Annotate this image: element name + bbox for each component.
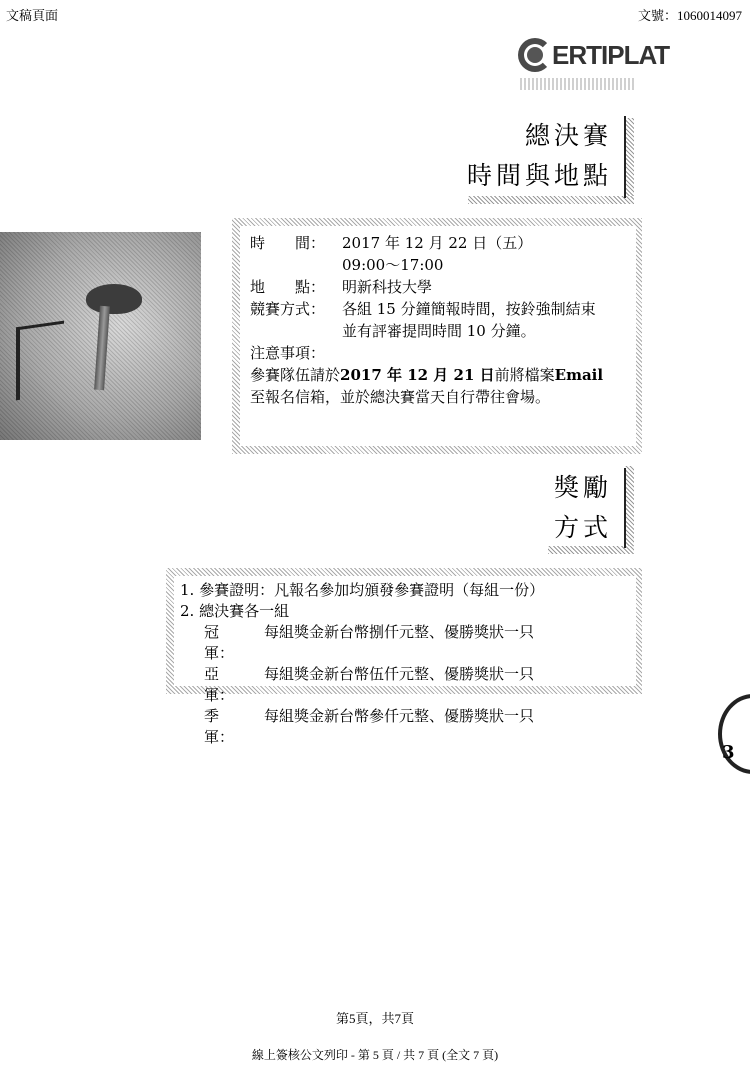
format-row [250, 298, 603, 320]
event-info [250, 232, 603, 408]
award-second-label: 亞 軍： [204, 665, 250, 704]
stamp-number: 3 [722, 742, 735, 763]
title-line-awards-1: 獎勵 [553, 473, 612, 502]
page-stamp [712, 688, 750, 778]
photo-calligraphy-mark [16, 321, 64, 401]
award-third-text: 每組獎金新台幣參仟元整、優勝獎狀一只 [264, 707, 535, 725]
note-email: Email [554, 366, 604, 384]
award-first [180, 622, 544, 664]
note-deadline: 2017 年 12 月 21 日 [340, 366, 495, 384]
note-pre: 參賽隊伍請於 [250, 366, 341, 384]
format-value-2: 並有評審提問時間 10 分鐘。 [342, 322, 536, 340]
header-left-label: 文稿頁面 [6, 8, 59, 23]
pen-shaft [94, 306, 110, 390]
note-mid: 前將檔案 [494, 366, 555, 384]
logo-reflection [520, 78, 636, 90]
note-line-2: 至報名信箱，並於總決賽當天自行帶往會場。 [250, 388, 551, 406]
format-label: 競賽方式： [250, 300, 326, 318]
time-label: 時 間： [250, 234, 326, 252]
award-third-label: 季 軍： [204, 707, 250, 746]
award-second-text: 每組獎金新台幣伍仟元整、優勝獎狀一只 [264, 665, 535, 683]
award-first-label: 冠 軍： [204, 623, 250, 662]
award-second [180, 664, 544, 706]
place-label: 地 點： [250, 278, 326, 296]
info-panel [240, 226, 636, 446]
time-row [250, 232, 603, 254]
place-value: 明新科技大學 [342, 278, 433, 296]
section-title-awards [520, 468, 626, 548]
section-title-final [440, 116, 626, 198]
award-item-1: 1. 參賽證明：凡報名參加均頒發參賽證明（每組一份） [180, 581, 545, 599]
title-line-2: 時間與地點 [466, 161, 612, 190]
document-number: 文號：1060014097 [637, 8, 742, 23]
logo-text: ERTIPLAT [552, 40, 670, 70]
award-item-2: 2. 總決賽各一組 [180, 602, 290, 620]
time-range: 09:00～17:00 [342, 256, 444, 274]
print-footer: 線上簽核公文列印 - 第 5 頁 / 共 7 頁 (全文 7 頁) [251, 1048, 499, 1062]
certiplat-logo [514, 36, 670, 94]
time-value: 2017 年 12 月 22 日（五） [342, 234, 533, 252]
award-third [180, 706, 544, 748]
pen-cap [86, 284, 142, 314]
title-line-1: 總決賽 [524, 121, 612, 150]
note-label: 注意事項： [250, 344, 326, 362]
logo-ring-center [527, 47, 543, 63]
title-line-awards-2: 方式 [553, 513, 612, 542]
page-indicator: 第5頁，共7頁 [335, 1011, 414, 1026]
place-row [250, 276, 603, 298]
award-info [180, 580, 544, 748]
awards-panel [174, 576, 636, 746]
format-value: 各組 15 分鐘簡報時間，按鈴強制結束 [342, 300, 596, 318]
award-first-text: 每組獎金新台幣捌仟元整、優勝獎狀一只 [264, 623, 535, 641]
pen-photo [0, 232, 201, 440]
note-line-1 [250, 364, 603, 386]
